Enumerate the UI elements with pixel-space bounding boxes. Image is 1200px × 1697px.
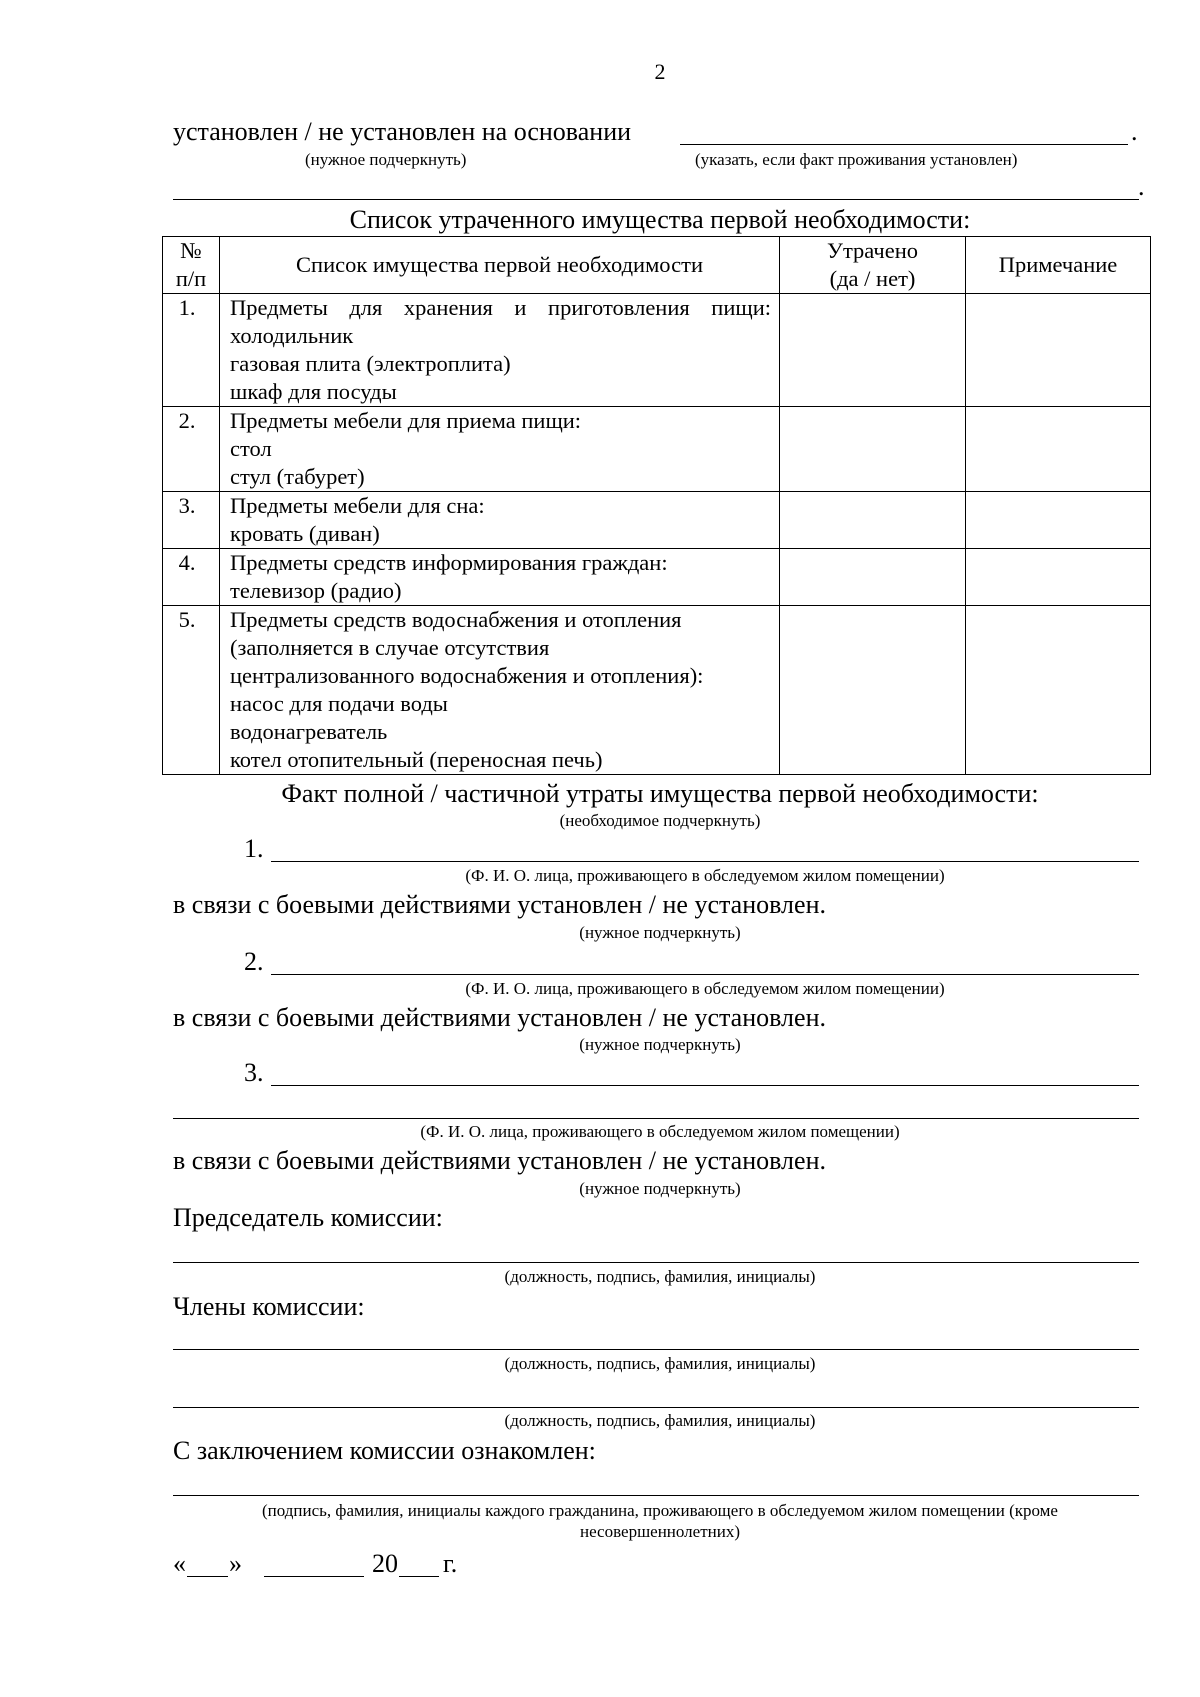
- row-number: 2.: [163, 407, 220, 492]
- fact-title: Факт полной / частичной утраты имущества первой необходимости:: [281, 779, 1039, 808]
- residence-dot-2: .: [1138, 172, 1145, 201]
- row-line: Предметы мебели для приема пищи:: [230, 408, 582, 433]
- date-year-field[interactable]: [399, 1576, 439, 1577]
- row-line: водонагреватель: [230, 719, 388, 744]
- acquainted-caption-line1: (подпись, фамилия, инициалы каждого гражданина, проживающего в обследуемом жилом помещении (кроме: [262, 1501, 1058, 1520]
- row-line: стул (табурет): [230, 464, 365, 489]
- residence-continuation-field[interactable]: [173, 199, 1139, 200]
- person-2-number: 2.: [244, 947, 264, 976]
- chairman-label: Председатель комиссии:: [173, 1203, 443, 1232]
- row-lost-cell[interactable]: [780, 294, 966, 407]
- row-lost-cell[interactable]: [780, 492, 966, 549]
- person-1-number: 1.: [244, 834, 264, 863]
- row-description: [220, 407, 780, 492]
- row-note-cell[interactable]: [966, 407, 1151, 492]
- residence-underline-note: (нужное подчеркнуть): [305, 150, 467, 169]
- residence-statement: установлен / не установлен на основании: [173, 117, 632, 146]
- row-line: насос для подачи воды: [230, 691, 448, 716]
- row-description: [220, 294, 780, 407]
- row-lost-cell[interactable]: [780, 606, 966, 775]
- person-2-note: (нужное подчеркнуть): [579, 1035, 741, 1054]
- acquainted-label: С заключением комиссии ознакомлен:: [173, 1436, 596, 1465]
- row-description: [220, 549, 780, 606]
- row-description: [220, 492, 780, 549]
- acquainted-signature-field[interactable]: [173, 1495, 1139, 1496]
- date-open-quote: «: [173, 1549, 186, 1578]
- residence-dot: .: [1131, 117, 1138, 146]
- row-line: централизованного водоснабжения и отопления):: [230, 663, 704, 688]
- row-note-cell[interactable]: [966, 606, 1151, 775]
- person-1-fio-caption: (Ф. И. О. лица, проживающего в обследуемом жилом помещении): [465, 866, 945, 885]
- row-line: шкаф для посуды: [230, 379, 397, 404]
- table-header-row: [163, 237, 1151, 294]
- header-note: Примечание: [966, 237, 1151, 294]
- row-note-cell[interactable]: [966, 294, 1151, 407]
- date-day-field[interactable]: [187, 1576, 228, 1577]
- person-2-fio-caption: (Ф. И. О. лица, проживающего в обследуемом жилом помещении): [465, 979, 945, 998]
- row-number: 1.: [163, 294, 220, 407]
- person-3-fio-field-continuation[interactable]: [173, 1118, 1139, 1119]
- member-2-signature-field[interactable]: [173, 1407, 1139, 1408]
- row-number: 3.: [163, 492, 220, 549]
- member-1-signature-field[interactable]: [173, 1349, 1139, 1350]
- table-row: [163, 407, 1151, 492]
- person-1-note: (нужное подчеркнуть): [579, 923, 741, 942]
- person-3-fio-caption: (Ф. И. О. лица, проживающего в обследуемом жилом помещении): [420, 1122, 900, 1141]
- row-line: газовая плита (электроплита): [230, 351, 511, 376]
- row-line: телевизор (радио): [230, 578, 402, 603]
- row-description: [220, 606, 780, 775]
- row-line: кровать (диван): [230, 521, 380, 546]
- chairman-caption: (должность, подпись, фамилия, инициалы): [504, 1267, 816, 1286]
- person-2-statement: в связи с боевыми действиями установлен / не установлен.: [173, 1003, 826, 1032]
- member-2-caption: (должность, подпись, фамилия, инициалы): [504, 1411, 816, 1430]
- table-title: Список утраченного имущества первой необходимости:: [349, 205, 971, 234]
- row-note-cell[interactable]: [966, 549, 1151, 606]
- row-note-cell[interactable]: [966, 492, 1151, 549]
- row-line: Предметы для хранения и приготовления пищи:: [230, 295, 771, 320]
- members-label: Члены комиссии:: [173, 1292, 365, 1321]
- table-row: [163, 492, 1151, 549]
- person-3-statement: в связи с боевыми действиями установлен / не установлен.: [173, 1146, 826, 1175]
- row-line: стол: [230, 436, 272, 461]
- header-lost-line2: (да / нет): [829, 266, 916, 291]
- row-number: 4.: [163, 549, 220, 606]
- header-list: Список имущества первой необходимости: [220, 237, 780, 294]
- date-year-suffix: г.: [443, 1549, 458, 1578]
- person-2-fio-field[interactable]: [271, 974, 1139, 975]
- row-line: Предметы средств водоснабжения и отопления: [230, 607, 682, 632]
- row-lost-cell[interactable]: [780, 549, 966, 606]
- lost-property-table: [162, 236, 1151, 775]
- acquainted-caption-line2: несовершеннолетних): [579, 1522, 740, 1541]
- row-line: Предметы средств информирования граждан:: [230, 550, 668, 575]
- person-1-statement: в связи с боевыми действиями установлен / не установлен.: [173, 890, 826, 919]
- row-lost-cell[interactable]: [780, 407, 966, 492]
- date-close-quote: »: [229, 1549, 242, 1578]
- row-line: холодильник: [230, 323, 354, 348]
- table-row: [163, 549, 1151, 606]
- header-num-line2: п/п: [175, 266, 207, 291]
- person-3-note: (нужное подчеркнуть): [579, 1179, 741, 1198]
- header-num-line1: №: [180, 238, 202, 263]
- page-number: 2: [654, 59, 666, 84]
- fact-note: (необходимое подчеркнуть): [559, 811, 761, 830]
- residence-specify-note: (указать, если факт проживания установлен): [695, 150, 1018, 169]
- person-3-number: 3.: [244, 1058, 264, 1087]
- person-3-fio-field[interactable]: [271, 1085, 1139, 1086]
- row-line: (заполняется в случае отсутствия: [230, 635, 550, 660]
- member-1-caption: (должность, подпись, фамилия, инициалы): [504, 1354, 816, 1373]
- table-row: [163, 294, 1151, 407]
- table-row: [163, 606, 1151, 775]
- header-lost: [780, 237, 966, 294]
- header-num: [163, 237, 220, 294]
- date-year-prefix: 20: [372, 1549, 398, 1578]
- chairman-signature-field[interactable]: [173, 1262, 1139, 1263]
- residence-basis-field[interactable]: [680, 144, 1128, 145]
- header-lost-line1: Утрачено: [827, 238, 918, 263]
- row-line: котел отопительный (переносная печь): [230, 747, 603, 772]
- person-1-fio-field[interactable]: [271, 861, 1139, 862]
- row-line: Предметы мебели для сна:: [230, 493, 485, 518]
- row-number: 5.: [163, 606, 220, 775]
- date-month-field[interactable]: [264, 1576, 364, 1577]
